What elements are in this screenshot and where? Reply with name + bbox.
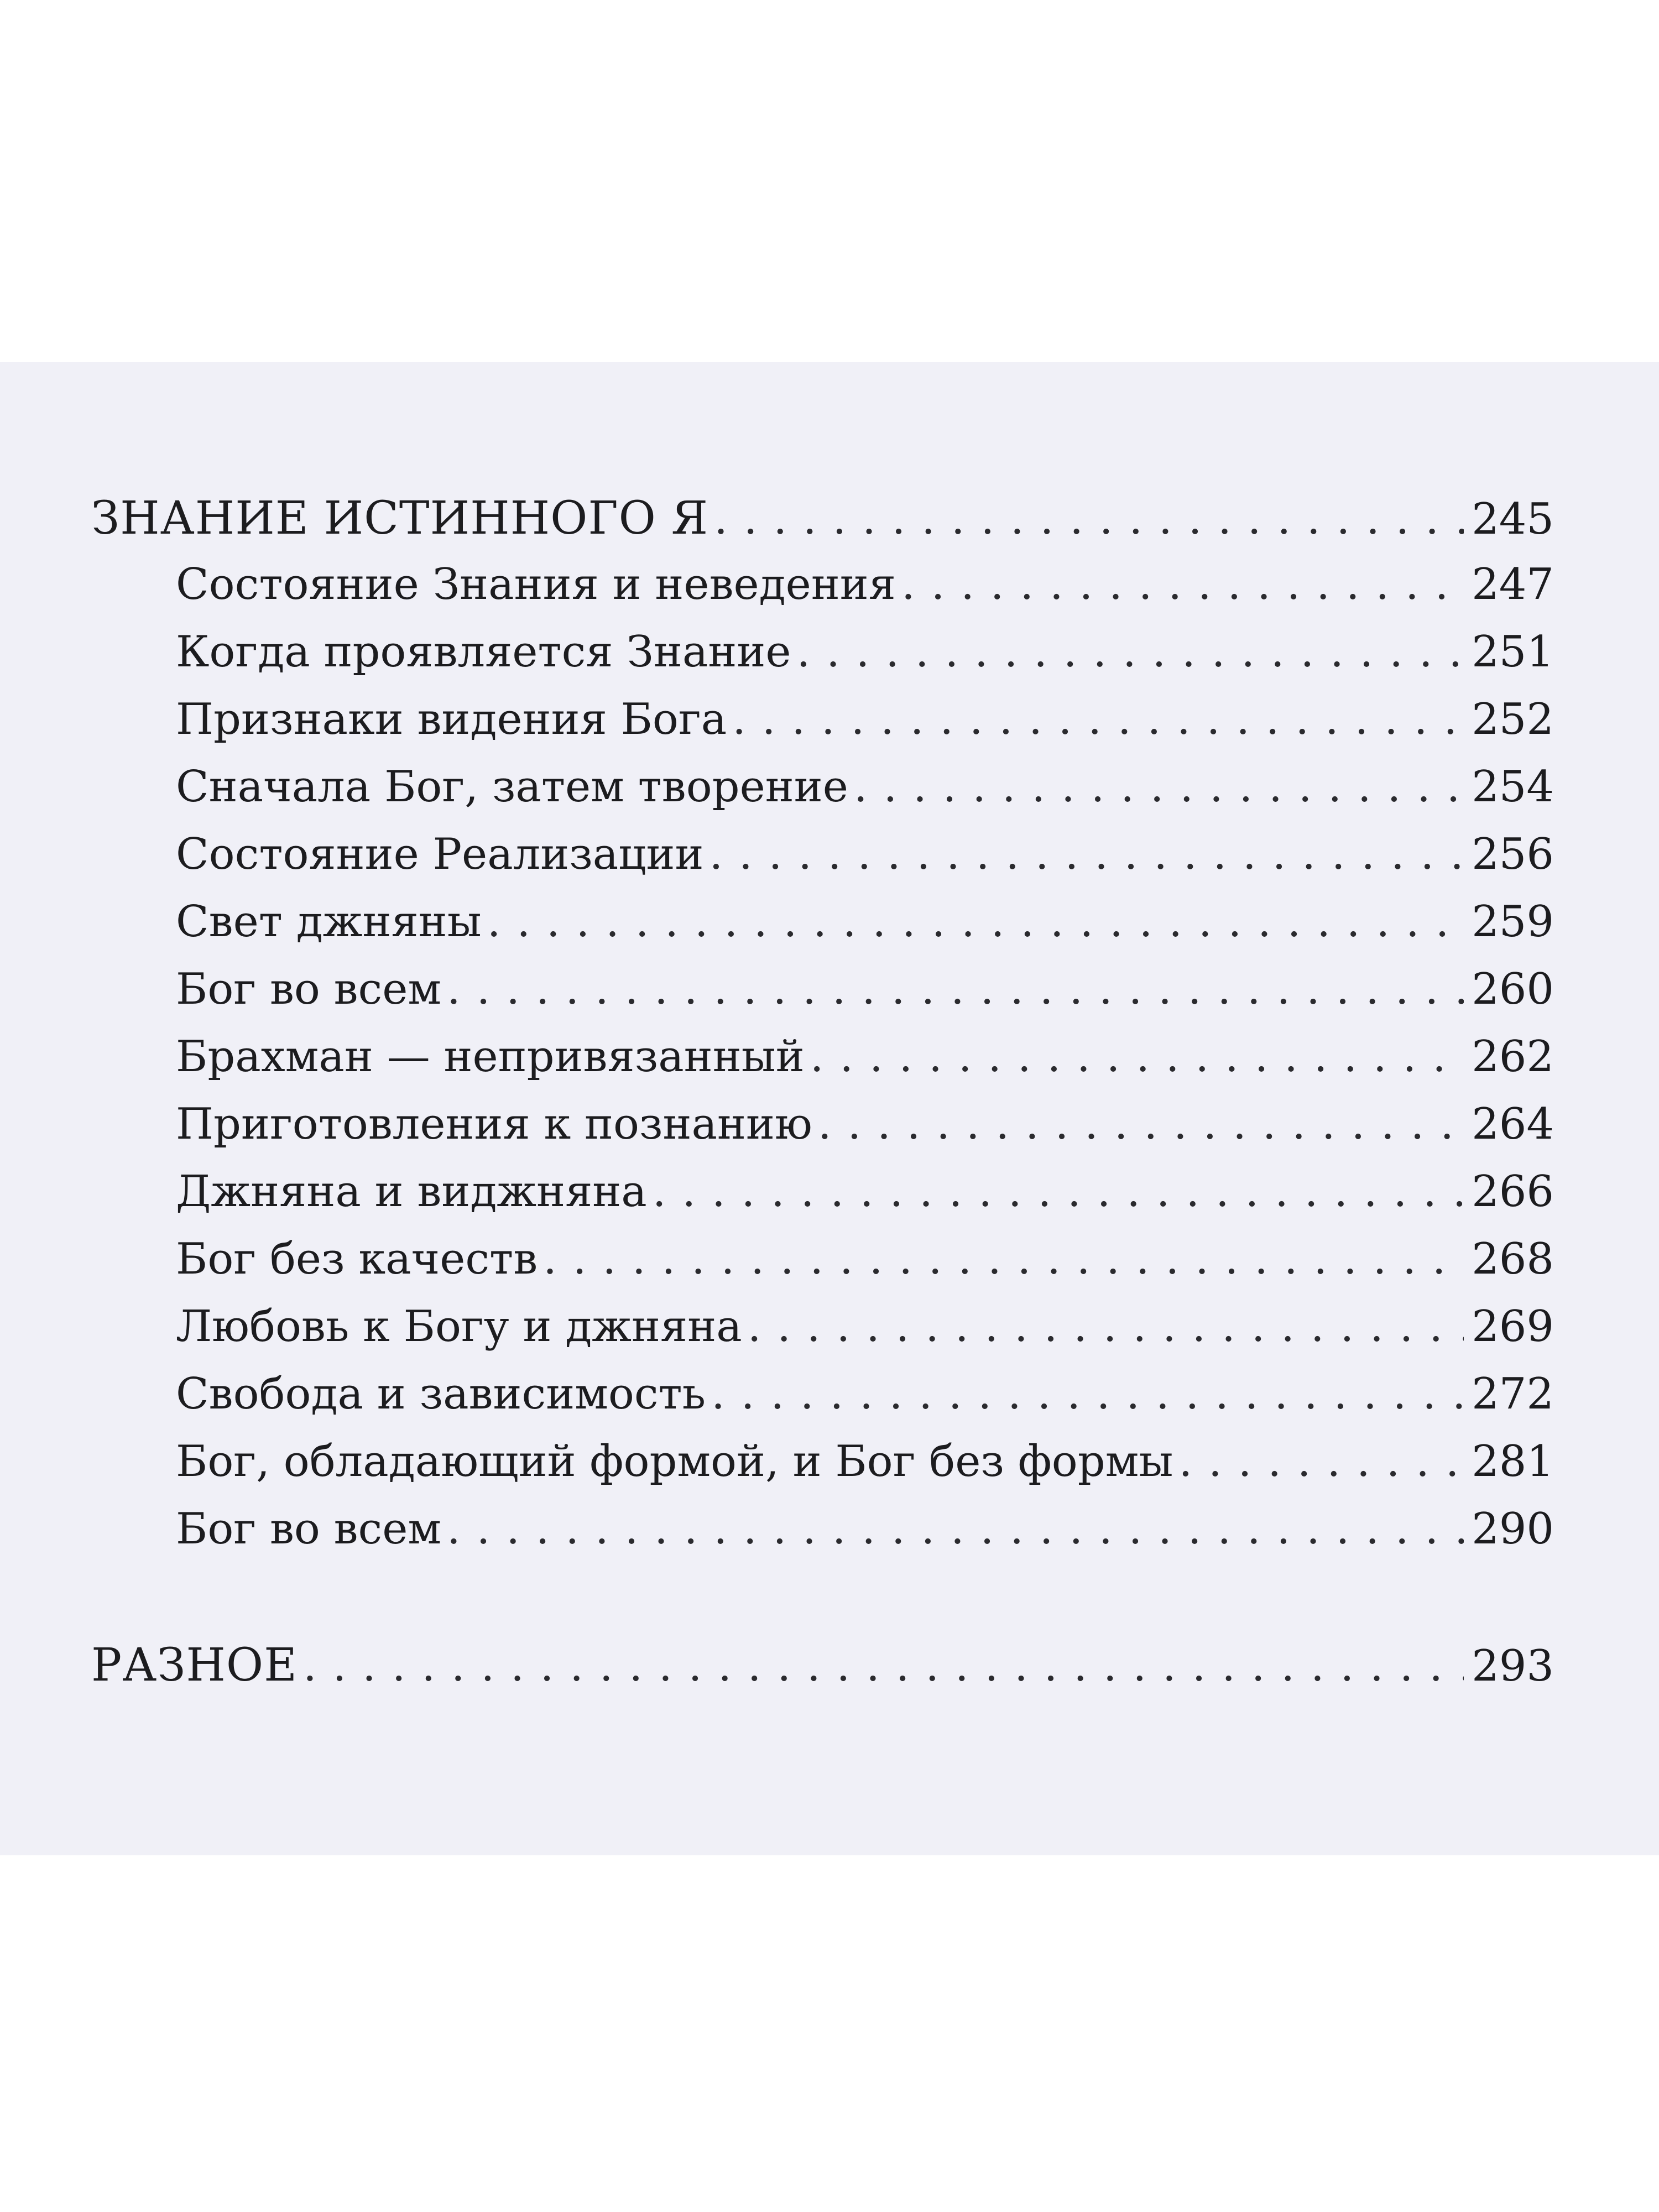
toc-item-title: Приготовления к познанию bbox=[176, 1099, 812, 1149]
dot-leader bbox=[818, 1099, 1464, 1149]
dot-leader bbox=[711, 1369, 1464, 1419]
dot-leader bbox=[1178, 1437, 1464, 1486]
toc-item bbox=[91, 695, 1554, 762]
toc-page-number: 247 bbox=[1472, 560, 1554, 609]
toc-item bbox=[91, 1302, 1554, 1369]
toc-item bbox=[91, 1167, 1554, 1234]
dot-leader bbox=[748, 1302, 1464, 1352]
toc-item-title: Бог во всем bbox=[176, 964, 442, 1014]
toc-section-title: РАЗНОЕ bbox=[91, 1639, 298, 1692]
dot-leader bbox=[797, 627, 1464, 677]
toc-item-title: Брахман — непривязанный bbox=[176, 1032, 805, 1082]
toc-item-title: Свет джняны bbox=[176, 897, 482, 947]
toc-section-title: ЗНАНИЕ ИСТИННОГО Я bbox=[91, 492, 709, 545]
toc-page-number: 266 bbox=[1472, 1167, 1554, 1217]
toc-page-number: 281 bbox=[1472, 1437, 1554, 1486]
toc-section-heading bbox=[91, 1639, 1554, 1707]
dot-leader bbox=[543, 1234, 1464, 1284]
toc-item-title: Сначала Бог, затем творение bbox=[176, 762, 848, 812]
dot-leader bbox=[487, 897, 1464, 947]
dot-leader bbox=[854, 762, 1464, 812]
toc-item bbox=[91, 964, 1554, 1032]
toc-item bbox=[91, 1234, 1554, 1302]
toc-item-title: Джняна и виджняна bbox=[176, 1167, 647, 1217]
dot-leader bbox=[447, 1504, 1464, 1554]
toc-page-number: 245 bbox=[1472, 494, 1554, 544]
toc-page-number: 254 bbox=[1472, 762, 1554, 812]
toc-item-title: Свобода и зависимость bbox=[176, 1369, 706, 1419]
toc-item bbox=[91, 830, 1554, 897]
toc-page-number: 293 bbox=[1472, 1641, 1554, 1691]
toc-item bbox=[91, 897, 1554, 964]
section-gap bbox=[91, 1572, 1554, 1639]
dot-leader bbox=[447, 964, 1464, 1014]
toc-page-number: 268 bbox=[1472, 1234, 1554, 1284]
dot-leader bbox=[709, 830, 1464, 879]
toc-item-title: Любовь к Богу и джняна bbox=[176, 1302, 742, 1352]
toc-page-number: 262 bbox=[1472, 1032, 1554, 1082]
toc-page-number: 251 bbox=[1472, 627, 1554, 677]
toc-item bbox=[91, 1032, 1554, 1099]
toc-page-number: 272 bbox=[1472, 1369, 1554, 1419]
dot-leader bbox=[303, 1641, 1464, 1691]
toc-page-number: 259 bbox=[1472, 897, 1554, 947]
dot-leader bbox=[714, 494, 1464, 544]
dot-leader bbox=[653, 1167, 1464, 1217]
table-of-contents bbox=[91, 492, 1554, 1707]
toc-page-number: 252 bbox=[1472, 695, 1554, 744]
dot-leader bbox=[732, 695, 1464, 744]
toc-item bbox=[91, 1437, 1554, 1504]
toc-item-title: Состояние Знания и неведения bbox=[176, 560, 896, 609]
toc-item-title: Бог, обладающий формой, и Бог без формы bbox=[176, 1437, 1173, 1486]
toc-item bbox=[91, 627, 1554, 695]
toc-item bbox=[91, 1369, 1554, 1437]
toc-page-number: 260 bbox=[1472, 964, 1554, 1014]
toc-item-title: Когда проявляется Знание bbox=[176, 627, 791, 677]
toc-item bbox=[91, 762, 1554, 830]
toc-item bbox=[91, 560, 1554, 627]
toc-item bbox=[91, 1099, 1554, 1167]
dot-leader bbox=[810, 1032, 1464, 1082]
toc-item-title: Бог во всем bbox=[176, 1504, 442, 1554]
toc-page-number: 269 bbox=[1472, 1302, 1554, 1352]
toc-page-number: 256 bbox=[1472, 830, 1554, 879]
toc-item bbox=[91, 1504, 1554, 1572]
dot-leader bbox=[901, 560, 1464, 609]
toc-item-title: Состояние Реализации bbox=[176, 830, 704, 879]
toc-page-number: 290 bbox=[1472, 1504, 1554, 1554]
toc-item-title: Бог без качеств bbox=[176, 1234, 538, 1284]
toc-item-title: Признаки видения Бога bbox=[176, 695, 727, 744]
toc-page-number: 264 bbox=[1472, 1099, 1554, 1149]
toc-section-heading bbox=[91, 492, 1554, 560]
